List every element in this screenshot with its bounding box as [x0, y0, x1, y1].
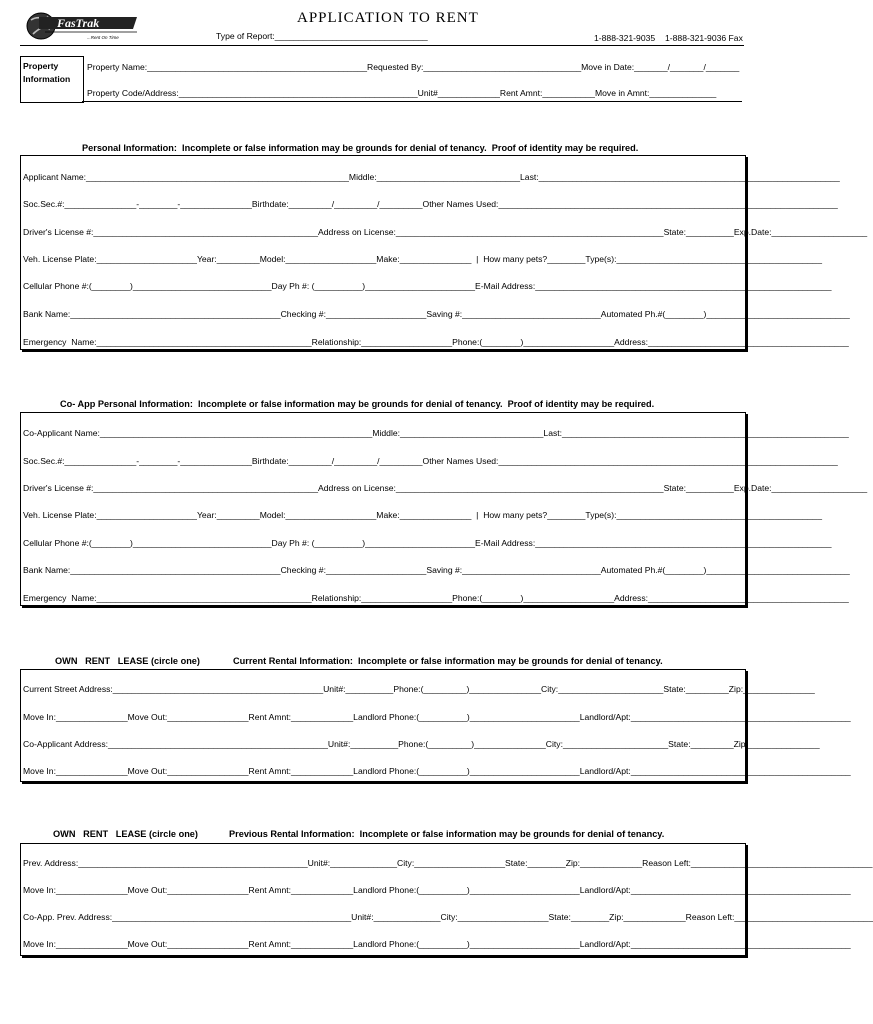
current-rental-heading: Current Rental Information: Incomplete or false information may be grounds for denial of tenancy.	[233, 656, 663, 666]
emergency-contact-row[interactable]: Emergency Name:_____________________________________________Relationship:___________________Phone:(________)___________________Address:__________________________________________	[23, 337, 849, 347]
current-address-row[interactable]: Current Street Address:____________________________________________Unit#:__________Phone:(_________)_______________City:______________________State:_________Zip:_______________	[23, 684, 815, 694]
property-label-box	[20, 56, 84, 103]
previous-rental-section	[20, 843, 873, 956]
bank-row[interactable]: Bank Name:____________________________________________Checking #:_____________________Saving #:_____________________________Automated Ph.#(________)______________________________	[23, 309, 850, 319]
property-label-line1: Property	[23, 61, 59, 71]
personal-info-heading: Personal Information: Incomplete or false information may be grounds for denial of tenancy. Proof of identity may be required.	[82, 143, 639, 153]
ssn-row[interactable]: Soc.Sec.#:_______________-________-_______________Birthdate:_________/_________/_________Other Names Used:_______________________________________________________________________	[23, 199, 838, 209]
phone-number: 1-888-321-9035	[594, 33, 656, 43]
coapp-info-section	[20, 412, 868, 606]
prev-move-row[interactable]: Move In:_______________Move Out:_________________Rent Amnt:_____________Landlord Phone:(__________)_______________________Landlord/Apt:______________________________________________	[23, 885, 851, 895]
coapp-emergency-contact-row[interactable]: Emergency Name:_____________________________________________Relationship:___________________Phone:(________)___________________Address:__________________________________________	[23, 593, 849, 603]
prev-address-row[interactable]: Prev. Address:________________________________________________Unit#:______________City:___________________State:________Zip:_____________Reason Left:______________________________________	[23, 858, 873, 868]
vehicle-row[interactable]: Veh. License Plate:_____________________Year:_________Model:___________________Make:_______________ | How many pets?________Type(s):___________________________________________	[23, 254, 822, 264]
type-of-report-field[interactable]: Type of Report:________________________________	[216, 31, 428, 41]
fax-number: 1-888-321-9036 Fax	[665, 33, 743, 43]
coapp-ssn-row[interactable]: Soc.Sec.#:_______________-________-_______________Birthdate:_________/_________/_________Other Names Used:_______________________________________________________________________	[23, 456, 838, 466]
coapp-current-move-row[interactable]: Move In:_______________Move Out:_________________Rent Amnt:_____________Landlord Phone:(__________)_______________________Landlord/Apt:______________________________________________	[23, 766, 851, 776]
current-move-row[interactable]: Move In:_______________Move Out:_________________Rent Amnt:_____________Landlord Phone:(__________)_______________________Landlord/Apt:______________________________________________	[23, 712, 851, 722]
fastrak-logo	[25, 8, 143, 44]
property-bottom-line	[82, 101, 742, 102]
header-divider	[20, 45, 744, 46]
property-label-line2: Information	[23, 74, 71, 84]
coapp-vehicle-row[interactable]: Veh. License Plate:_____________________Year:_________Model:___________________Make:_______________ | How many pets?________Type(s):___________________________________________	[23, 510, 822, 520]
coapp-prev-move-row[interactable]: Move In:_______________Move Out:_________________Rent Amnt:_____________Landlord Phone:(__________)_______________________Landlord/Apt:______________________________________________	[23, 939, 851, 949]
coapp-drivers-license-row[interactable]: Driver's License #:_______________________________________________Address on License:________________________________________________________State:__________Exp.Date:____________________	[23, 483, 868, 493]
coapp-current-address-row[interactable]: Co-Applicant Address:______________________________________________Unit#:__________Phone:(_________)_______________City:______________________State:_________Zip:_______________	[23, 739, 820, 749]
coapp-prev-address-row[interactable]: Co-App. Prev. Address:__________________________________________________Unit#:______________City:___________________State:________Zip:_____________Reason Left:_____________________________	[23, 912, 873, 922]
page-title: APPLICATION TO RENT	[297, 10, 479, 26]
previous-ownership-heading: OWN RENT LEASE (circle one)	[53, 829, 198, 839]
applicant-name-row[interactable]: Applicant Name:_______________________________________________________Middle:______________________________Last:_______________________________________________________________	[23, 172, 840, 182]
current-rental-section	[20, 669, 851, 782]
coapp-phone-email-row[interactable]: Cellular Phone #:(________)_____________________________Day Ph #: (__________)_______________________E-Mail Address:______________________________________________________________	[23, 538, 832, 548]
previous-rental-heading: Previous Rental Information: Incomplete or false information may be grounds for denial of tenancy.	[229, 829, 665, 839]
drivers-license-row[interactable]: Driver's License #:_______________________________________________Address on License:________________________________________________________State:__________Exp.Date:____________________	[23, 227, 868, 237]
logo-text: FasTrak	[57, 16, 100, 30]
current-ownership-heading: OWN RENT LEASE (circle one)	[55, 656, 200, 666]
property-row-1[interactable]: Property Name:______________________________________________Requested By:_________________________________Move in Date:_______/_______/_______	[87, 62, 740, 72]
coapplicant-name-row[interactable]: Co-Applicant Name:_________________________________________________________Middle:______________________________Last:____________________________________________________________	[23, 428, 849, 438]
coapp-bank-row[interactable]: Bank Name:____________________________________________Checking #:_____________________Saving #:_____________________________Automated Ph.#(________)______________________________	[23, 565, 850, 575]
logo-tagline: ...Rent On Time	[87, 35, 119, 40]
personal-info-section	[20, 155, 868, 350]
coapp-info-heading: Co- App Personal Information: Incomplete or false information may be grounds for denial of tenancy. Proof of identity may be required.	[60, 399, 655, 409]
property-row-2[interactable]: Property Code/Address:__________________________________________________Unit#_____________Rent Amnt:___________Move in Amnt:______________	[87, 88, 717, 98]
phone-email-row[interactable]: Cellular Phone #:(________)_____________________________Day Ph #: (__________)_______________________E-Mail Address:______________________________________________________________	[23, 281, 832, 291]
